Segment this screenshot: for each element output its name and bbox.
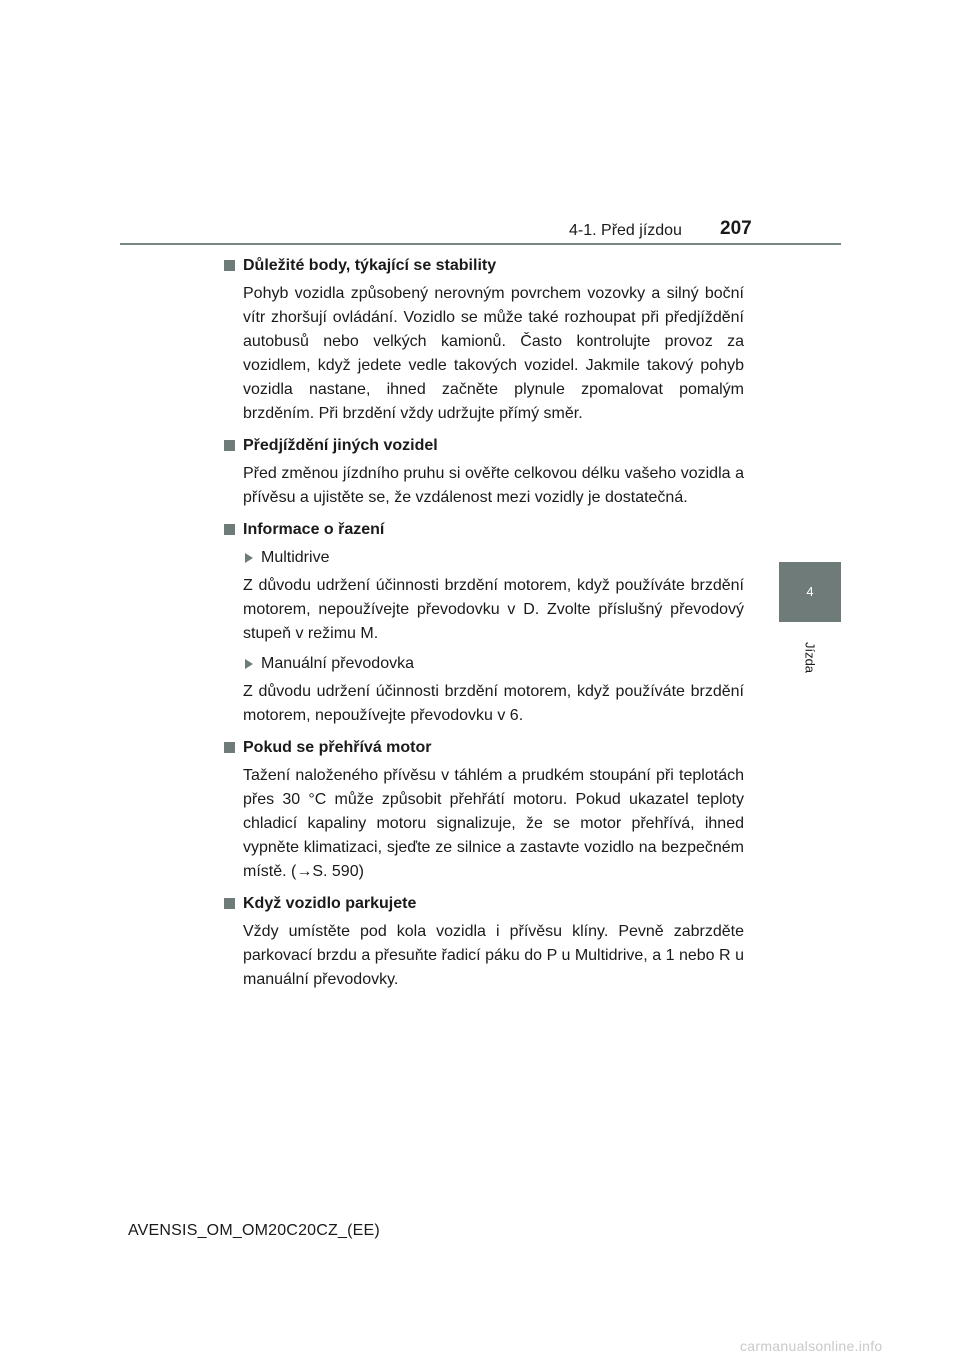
subsection-paragraph: Z důvodu udržení účinnosti brzdění motorem, když používáte brzdění motorem, nepoužívejte převodovku v 6. bbox=[243, 683, 744, 724]
subsection-label: Multidrive bbox=[261, 549, 330, 566]
chapter-number: 4 bbox=[806, 584, 814, 599]
square-bullet-icon bbox=[224, 260, 235, 271]
subsection-paragraph: Z důvodu udržení účinnosti brzdění motorem, když používáte brzdění motorem, nepoužívejte převodovku v D. Zvolte příslušný převodový stupeň v režimu M. bbox=[243, 577, 744, 642]
square-bullet-icon bbox=[224, 742, 235, 753]
section-paragraph: Vždy umístěte pod kola vozidla i přívěsu klíny. Pevně zabrzděte parkovací brzdu a přesuňte řadicí páku do P u Multidrive, a 1 nebo R u manuální převodovky. bbox=[243, 923, 744, 988]
section-heading-text: Když vozidlo parkujete bbox=[243, 895, 417, 912]
chapter-label: Jízda bbox=[802, 641, 818, 674]
section-shifting bbox=[224, 518, 744, 728]
section-heading bbox=[224, 518, 744, 542]
section-heading-text: Předjíždění jiných vozidel bbox=[243, 437, 438, 454]
subsection-manual bbox=[243, 652, 744, 676]
subsection-label: Manuální převodovka bbox=[261, 655, 414, 672]
header-rule bbox=[120, 243, 841, 245]
square-bullet-icon bbox=[224, 524, 235, 535]
section-heading bbox=[224, 892, 744, 916]
triangle-bullet-icon bbox=[245, 659, 253, 669]
watermark: carmanualsonline.info bbox=[740, 1338, 883, 1354]
section-heading-text: Informace o řazení bbox=[243, 521, 385, 538]
square-bullet-icon bbox=[224, 898, 235, 909]
section-parking bbox=[224, 892, 744, 992]
section-heading bbox=[224, 254, 744, 278]
section-stability bbox=[224, 254, 744, 426]
section-heading-text: Důležité body, týkající se stability bbox=[243, 257, 497, 274]
section-overheating bbox=[224, 736, 744, 884]
square-bullet-icon bbox=[224, 440, 235, 451]
section-overtaking bbox=[224, 434, 744, 510]
section-paragraph: Tažení naloženého přívěsu v táhlém a prudkém stoupání při teplotách přes 30 °C může způsobit přehřátí motoru. Pokud ukazatel teploty chladicí kapaliny motoru signalizuje, že se motor přehřívá, ihned vypněte klimatizaci, sjeďte ze silnice a zastavte vozidlo na bezpečném místě. (→S. 590) bbox=[243, 767, 744, 880]
page-content bbox=[224, 254, 744, 1000]
triangle-bullet-icon bbox=[245, 553, 253, 563]
section-title: 4-1. Před jízdou bbox=[569, 222, 682, 239]
chapter-tab bbox=[779, 562, 841, 622]
page-header bbox=[0, 0, 960, 250]
section-heading bbox=[224, 434, 744, 458]
page-number: 207 bbox=[720, 218, 752, 239]
subsection-multidrive bbox=[243, 546, 744, 570]
section-heading-text: Pokud se přehřívá motor bbox=[243, 739, 432, 756]
section-paragraph: Před změnou jízdního pruhu si ověřte celkovou délku vašeho vozidla a přívěsu a ujistěte se, že vzdálenost mezi vozidly je dostatečná. bbox=[243, 465, 744, 506]
section-paragraph: Pohyb vozidla způsobený nerovným povrchem vozovky a silný boční vítr zhoršují ovládání. Vozidlo se může také rozhoupat při předjíždění autobusů nebo velkých kamionů. Často kontrolujte provoz za vozidlem, když jedete vedle takových vozidel. Jakmile takový pohyb vozidla nastane, ihned začněte plynule zpomalovat pomalým brzděním. Při brzdění vždy udržujte přímý směr. bbox=[243, 285, 744, 422]
section-heading bbox=[224, 736, 744, 760]
document-id: AVENSIS_OM_OM20C20CZ_(EE) bbox=[128, 1222, 380, 1239]
